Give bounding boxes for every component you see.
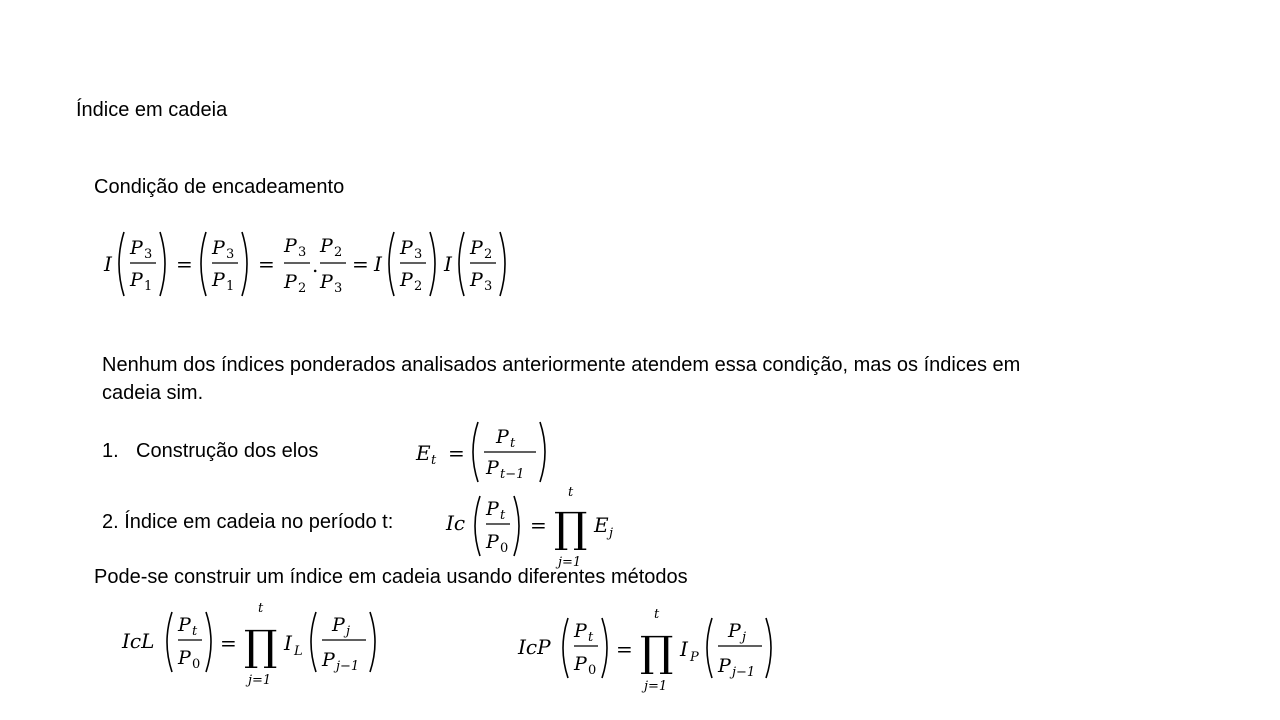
product-symbol: ∏ bbox=[244, 621, 278, 670]
denominator-sub: 0 bbox=[588, 663, 597, 678]
numerator-p: P bbox=[284, 235, 297, 257]
numerator-sub: 3 bbox=[144, 247, 153, 262]
denominator-sub: 2 bbox=[298, 281, 307, 296]
denominator-p: P bbox=[284, 271, 297, 293]
condition-paragraph: Nenhum dos índices ponderados analisados anteriormente atendem essa condição, mas os índices em cadeia sim. bbox=[102, 354, 1021, 404]
right-paren bbox=[206, 612, 211, 672]
equals-sign: = bbox=[352, 252, 369, 276]
laspeyres-sub: L bbox=[294, 644, 303, 659]
denominator-p: P bbox=[486, 531, 499, 553]
denominator-p: P bbox=[178, 647, 191, 669]
numerator-sub: 3 bbox=[298, 245, 307, 260]
denominator-p: P bbox=[130, 269, 143, 291]
numerator-sub: t bbox=[588, 630, 594, 645]
left-paren bbox=[475, 496, 480, 556]
left-paren bbox=[473, 422, 478, 482]
equals-sign: = bbox=[258, 252, 275, 276]
laspeyres-chain-formula bbox=[120, 596, 390, 688]
right-paren bbox=[602, 618, 607, 678]
numerator-p: P bbox=[178, 614, 191, 636]
paasche-sub: P bbox=[690, 650, 699, 665]
product-lower-limit: j=1 bbox=[558, 555, 582, 570]
index-symbol: I bbox=[374, 252, 382, 276]
paasche-chain-formula bbox=[516, 602, 786, 694]
step-1-number: 1. bbox=[102, 440, 119, 462]
left-paren bbox=[563, 618, 568, 678]
denominator-sub: 3 bbox=[484, 279, 493, 294]
right-paren bbox=[766, 618, 771, 678]
numerator-sub: 2 bbox=[334, 245, 343, 260]
numerator-sub: j bbox=[346, 624, 351, 639]
denominator-p: P bbox=[400, 269, 413, 291]
dot-operator: . bbox=[312, 253, 319, 277]
denominator-p: P bbox=[322, 649, 335, 671]
index-symbol: I bbox=[444, 252, 452, 276]
denominator-p: P bbox=[486, 457, 499, 479]
right-paren bbox=[370, 612, 375, 672]
numerator-sub: t bbox=[510, 436, 516, 451]
numerator-sub: 3 bbox=[226, 247, 235, 262]
numerator-p: P bbox=[574, 620, 587, 642]
denominator-sub: j−1 bbox=[732, 665, 756, 680]
numerator-p: P bbox=[400, 237, 413, 259]
index-symbol: I bbox=[104, 252, 112, 276]
numerator-p: P bbox=[130, 237, 143, 259]
denominator-sub: j−1 bbox=[336, 659, 360, 674]
link-sub: t bbox=[431, 453, 437, 468]
methods-text: Pode-se construir um índice em cadeia usando diferentes métodos bbox=[94, 566, 688, 588]
numerator-sub: t bbox=[500, 508, 506, 523]
equals-sign: = bbox=[530, 513, 547, 537]
denominator-sub: 3 bbox=[334, 281, 343, 296]
numerator-sub: 2 bbox=[484, 247, 493, 262]
numerator-p: P bbox=[728, 620, 741, 642]
equals-sign: = bbox=[448, 441, 465, 465]
left-paren bbox=[167, 612, 172, 672]
product-upper-limit: t bbox=[568, 485, 574, 500]
paasche-symbol: I bbox=[680, 637, 688, 661]
numerator-sub: 3 bbox=[414, 247, 423, 262]
slide-title: Índice em cadeia bbox=[76, 99, 228, 121]
denominator-sub: 0 bbox=[192, 657, 201, 672]
right-paren bbox=[430, 232, 435, 296]
laspeyres-chain-symbol: IcL bbox=[122, 629, 155, 653]
step-1-label: Construção dos elos bbox=[136, 440, 319, 462]
left-paren bbox=[119, 232, 124, 296]
numerator-sub: j bbox=[742, 630, 747, 645]
numerator-p: P bbox=[470, 237, 483, 259]
denominator-sub: 1 bbox=[144, 279, 153, 294]
link-symbol: E bbox=[416, 441, 431, 465]
paasche-chain-symbol: IcP bbox=[518, 635, 551, 659]
links-formula bbox=[414, 418, 554, 486]
left-paren bbox=[707, 618, 712, 678]
equals-sign: = bbox=[220, 631, 237, 655]
right-paren bbox=[500, 232, 505, 296]
product-symbol: ∏ bbox=[640, 627, 674, 676]
right-paren bbox=[540, 422, 545, 482]
denominator-sub: t−1 bbox=[500, 467, 525, 482]
product-lower-limit: j=1 bbox=[644, 679, 668, 694]
equals-sign: = bbox=[176, 252, 193, 276]
left-paren bbox=[389, 232, 394, 296]
denominator-p: P bbox=[212, 269, 225, 291]
denominator-p: P bbox=[470, 269, 483, 291]
product-symbol: ∏ bbox=[554, 503, 588, 552]
numerator-p: P bbox=[486, 498, 499, 520]
product-upper-limit: t bbox=[654, 607, 660, 622]
denominator-p: P bbox=[574, 653, 587, 675]
denominator-sub: 1 bbox=[226, 279, 235, 294]
denominator-sub: 2 bbox=[414, 279, 423, 294]
right-paren bbox=[242, 232, 247, 296]
step-2-label: 2. Índice em cadeia no período t: bbox=[102, 511, 394, 533]
product-lower-limit: j=1 bbox=[248, 673, 272, 688]
left-paren bbox=[201, 232, 206, 296]
link-symbol: E bbox=[594, 513, 609, 537]
numerator-p: P bbox=[332, 614, 345, 636]
equals-sign: = bbox=[616, 637, 633, 661]
left-paren bbox=[459, 232, 464, 296]
chain-index-symbol: Ic bbox=[446, 511, 466, 535]
denominator-sub: 0 bbox=[500, 541, 509, 556]
denominator-p: P bbox=[718, 655, 731, 677]
numerator-p: P bbox=[320, 235, 333, 257]
laspeyres-symbol: I bbox=[284, 631, 292, 655]
chain-condition-heading: Condição de encadeamento bbox=[94, 176, 345, 198]
right-paren bbox=[160, 232, 165, 296]
right-paren bbox=[514, 496, 519, 556]
numerator-p: P bbox=[496, 426, 509, 448]
chain-index-formula bbox=[444, 480, 624, 570]
denominator-p: P bbox=[320, 271, 333, 293]
product-upper-limit: t bbox=[258, 601, 264, 616]
numerator-sub: t bbox=[192, 624, 198, 639]
link-sub: j bbox=[609, 526, 614, 541]
left-paren bbox=[311, 612, 316, 672]
numerator-p: P bbox=[212, 237, 225, 259]
chain-condition-formula bbox=[100, 226, 520, 302]
